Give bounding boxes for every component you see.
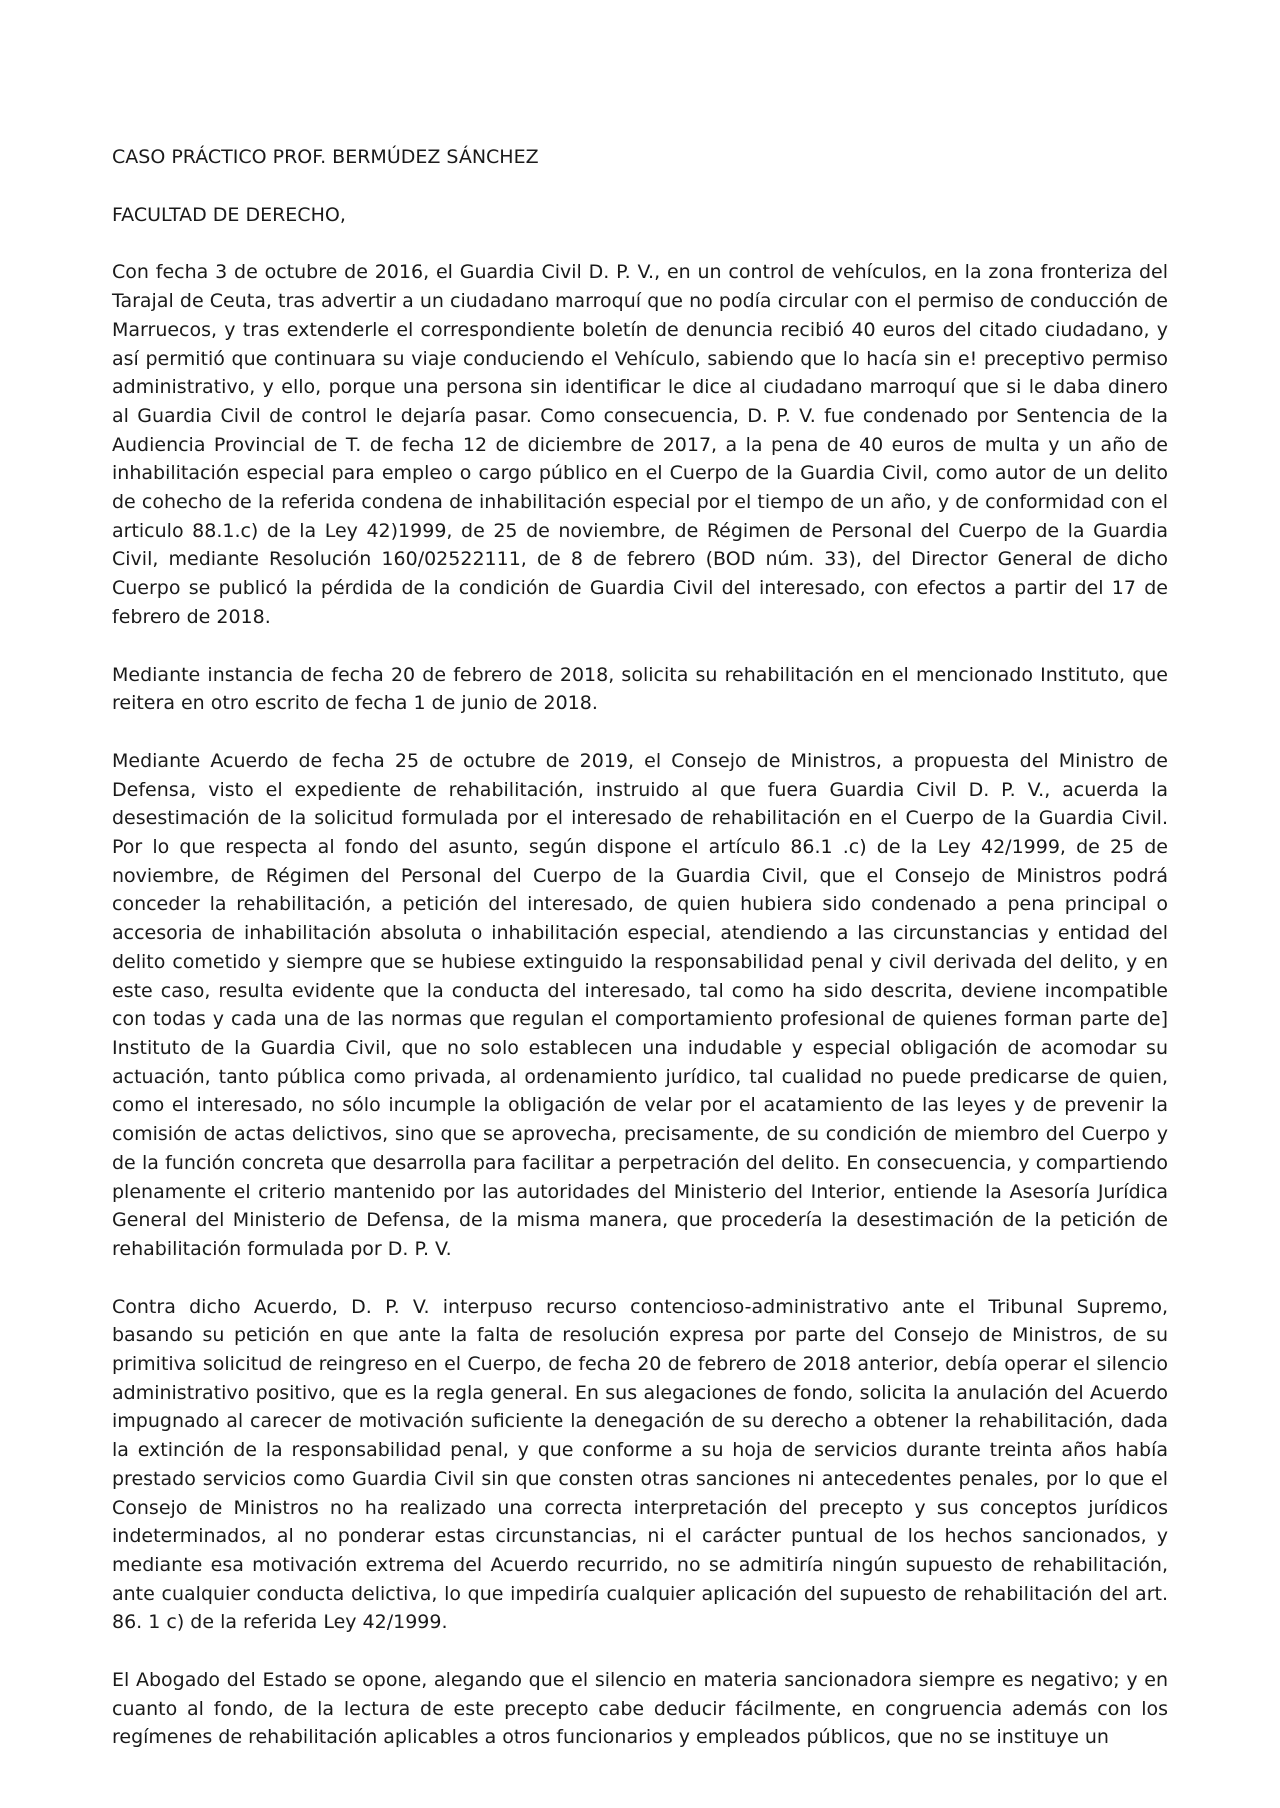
faculty-heading: FACULTAD DE DERECHO, xyxy=(112,203,346,226)
paragraph-request: Mediante instancia de fecha 20 de febrero de 2018, solicita su rehabilitación en el mencionado Instituto, que reitera en otro escrito de fecha 1 de junio de 2018. xyxy=(112,663,1168,715)
document-title: CASO PRÁCTICO PROF. BERMÚDEZ SÁNCHEZ xyxy=(112,146,539,168)
paragraph-appeal: Contra dicho Acuerdo, D. P. V. interpuso recurso contencioso-administrativo ante el Tribunal Supremo, basando su petición en que ante la falta de resolución expresa por parte del Consejo de Ministros, de su primitiva solicitud de reingreso en el Cuerpo, de fecha 20 de febrero de 2018 anterior, debía operar el silencio administrativo positivo, que es la regla general. En sus alegaciones de fondo, solicita la anulación del Acuerdo impugnado al carecer de motivación suficiente la denegación de su derecho a obtener la rehabilitación, dada la extinción de la responsabilidad penal, y que conforme a su hoja de servicios durante treinta años había prestado servicios como Guardia Civil sin que consten otras sanciones ni antecedentes penales, por lo que el Consejo de Ministros no ha realizado una correcta interpretación del precepto y sus conceptos jurídicos indeterminados, al no ponderar estas circunstancias, ni el carácter puntual de los hechos sancionados, y mediante esa motivación extrema del Acuerdo recurrido, no se admitiría ningún supuesto de rehabilitación, ante cualquier conducta delictiva, lo que impediría cualquier aplicación del supuesto de rehabilitación del art. 86. 1 c) de la referida Ley 42/1999. xyxy=(112,1295,1168,1634)
paragraph-facts: Con fecha 3 de octubre de 2016, el Guardia Civil D. P. V., en un control de vehículos, en la zona fronteriza del Tarajal de Ceuta, tras advertir a un ciudadano marroquí que no podía circular con el permiso de conducción de Marruecos, y tras extenderle el correspondiente boletín de denuncia recibió 40 euros del citado ciudadano, y así permitió que continuara su viaje conduciendo el Vehículo, sabiendo que lo hacía sin e! preceptivo permiso administrativo, y ello, porque una persona sin identificar le dice al ciudadano marroquí que si le daba dinero al Guardia Civil de control le dejaría pasar. Como consecuencia, D. P. V. fue condenado por Sentencia de la Audiencia Provincial de T. de fecha 12 de diciembre de 2017, a la pena de 40 euros de multa y un año de inhabilitación especial para empleo o cargo público en el Cuerpo de la Guardia Civil, como autor de un delito de cohecho de la referida condena de inhabilitación especial por el tiempo de un año, y de conformidad con el articulo 88.1.c) de la Ley 42)1999, de 25 de noviembre, de Régimen de Personal del Cuerpo de la Guardia Civil, mediante Resolución 160/02522111, de 8 de febrero (BOD núm. 33), del Director General de dicho Cuerpo se publicó la pérdida de la condición de Guardia Civil del interesado, con efectos a partir del 17 de febrero de 2018. xyxy=(112,261,1168,628)
document-body xyxy=(112,143,1168,1752)
paragraph-agreement: Mediante Acuerdo de fecha 25 de octubre de 2019, el Consejo de Ministros, a propuesta del Ministro de Defensa, visto el expediente de rehabilitación, instruido al que fuera Guardia Civil D. P. V., acuerda la desestimación de la solicitud formulada por el interesado de rehabilitación en el Cuerpo de la Guardia Civil. Por lo que respecta al fondo del asunto, según dispone el artículo 86.1 .c) de la Ley 42/1999, de 25 de noviembre, de Régimen del Personal del Cuerpo de la Guardia Civil, que el Consejo de Ministros podrá conceder la rehabilitación, a petición del interesado, de quien hubiera sido condenado a pena principal o accesoria de inhabilitación absoluta o inhabilitación especial, atendiendo a las circunstancias y entidad del delito cometido y siempre que se hubiese extinguido la responsabilidad penal y civil derivada del delito, y en este caso, resulta evidente que la conducta del interesado, tal como ha sido descrita, deviene incompatible con todas y cada una de las normas que regulan el comportamiento profesional de quienes forman parte de] Instituto de la Guardia Civil, que no solo establecen una indudable y especial obligación de acomodar su actuación, tanto pública como privada, al ordenamiento jurídico, tal cualidad no puede predicarse de quien, como el interesado, no sólo incumple la obligación de velar por el acatamiento de las leyes y de prevenir la comisión de actas delictivos, sino que se aprovecha, precisamente, de su condición de miembro del Cuerpo y de la función concreta que desarrolla para facilitar a perpetración del delito. En consecuencia, y compartiendo plenamente el criterio mantenido por las autoridades del Ministerio del Interior, entiende la Asesoría Jurídica General del Ministerio de Defensa, de la misma manera, que procedería la desestimación de la petición de rehabilitación formulada por D. P. V. xyxy=(112,749,1168,1260)
paragraph-state-attorney: El Abogado del Estado se opone, alegando que el silencio en materia sancionadora siempre es negativo; y en cuanto al fondo, de la lectura de este precepto cabe deducir fácilmente, en congruencia además con los regímenes de rehabilitación aplicables a otros funcionarios y empleados públicos, que no se instituye un xyxy=(112,1669,1168,1749)
